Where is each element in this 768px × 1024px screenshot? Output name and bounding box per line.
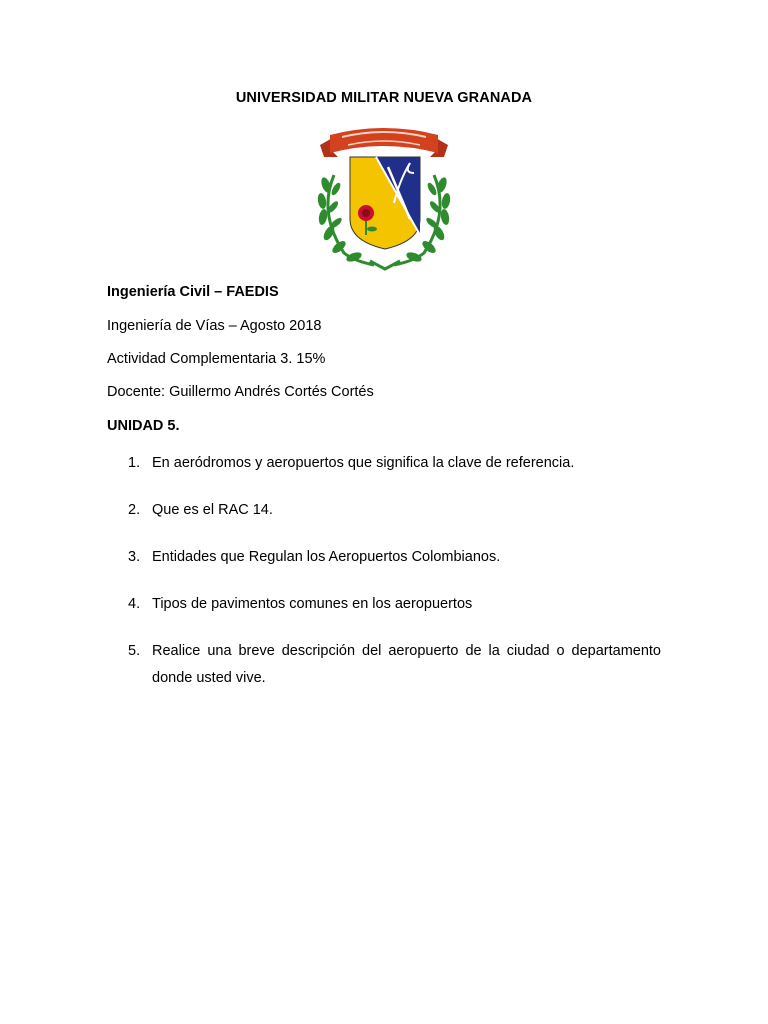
list-item (128, 544, 661, 571)
list-item (128, 497, 661, 524)
question-text: Tipos de pavimentos comunes en los aeropuertos (152, 596, 473, 612)
course-line: Ingeniería de Vías – Agosto 2018 (107, 318, 322, 334)
activity-line: Actividad Complementaria 3. 15% (107, 351, 326, 367)
question-number: 3. (128, 549, 141, 565)
teacher-line: Docente: Guillermo Andrés Cortés Cortés (107, 384, 374, 400)
list-item (128, 638, 661, 692)
question-number: 1. (128, 455, 141, 471)
list-item (128, 450, 661, 477)
university-crest-logo (314, 123, 454, 271)
question-text: Que es el RAC 14. (152, 502, 273, 518)
question-number: 4. (128, 596, 141, 612)
question-number: 5. (128, 643, 141, 659)
university-title: UNIVERSIDAD MILITAR NUEVA GRANADA (235, 90, 533, 106)
program-heading: Ingeniería Civil – FAEDIS (107, 284, 279, 300)
list-item (128, 591, 661, 618)
question-number: 2. (128, 502, 141, 518)
question-text: En aeródromos y aeropuertos que significa la clave de referencia. (152, 455, 575, 471)
question-text: Realice una breve descripción del aeropuerto de la ciudad o departamento donde usted vive. (152, 643, 661, 686)
question-text: Entidades que Regulan los Aeropuertos Colombianos. (152, 549, 501, 565)
unit-heading: UNIDAD 5. (107, 418, 180, 434)
question-list (128, 450, 661, 712)
